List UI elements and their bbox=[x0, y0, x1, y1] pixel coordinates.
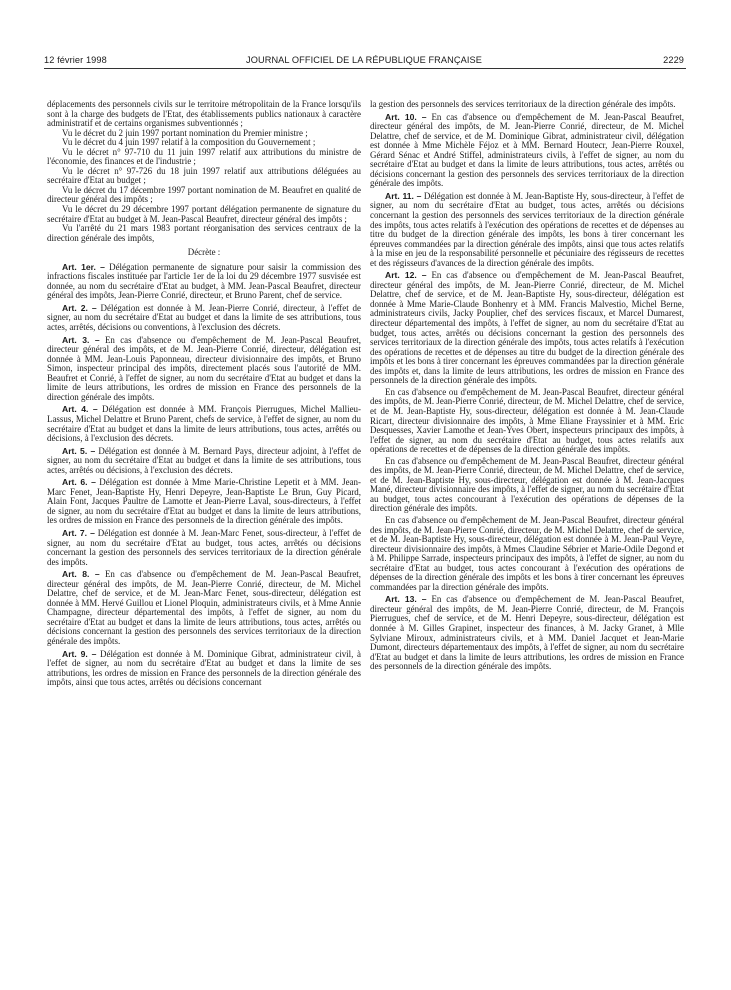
paragraph: Vu le décret n° 97-726 du 18 juin 1997 relatif aux attributions déléguées au secrétaire d'Etat au budget ; bbox=[47, 165, 361, 186]
article-text: Délégation est donnée à Mme Marie-Christine Lepetit et à MM. Jean-Marc Fenet, Jean-Baptiste Hy, Henri Depeyre, Jean-Baptiste Le Brun, Guy Picard, Alain Font, Jacques Paultre de Lamotte et Jean-Pierre Laval, sous-directeurs, à l'effet de signer, au nom du secrétaire d'Etat au budget et dans la limite de leurs attributions, les ordres de mission en France des personnels de la direction générale des impôts. bbox=[47, 477, 361, 526]
right-column bbox=[370, 100, 684, 982]
article-label: Art. 10. – bbox=[385, 111, 427, 122]
article-text: Délégation est donnée à M. Jean-Baptiste Hy, sous-directeur, à l'effet de signer, au nom du secrétaire d'Etat au budget, tous actes, arrêtés ou décisions concernant la gestion des personnels des services territoriaux de la direction générale des impôts, tous actes relatifs à l'exécution des opérations de recettes et de dépenses au titre du budget de la direction générale des impôts, les bons à tirer concernant les épreuves commandées par la direction générale des impôts, ainsi que tous actes relatifs à la mise en jeu de la responsabilité personnelle et pécuniaire des régisseurs de recettes et des régisseurs d'avances de la direction générale des impôts. bbox=[370, 190, 684, 268]
paragraph: Vu le décret n° 97-710 du 11 juin 1997 relatif aux attributions du ministre de l'économie, des finances et de l'industrie ; bbox=[47, 146, 361, 167]
paragraph: la gestion des personnels des services territoriaux de la direction générale des impôts. bbox=[370, 100, 676, 109]
paragraph: Vu le décret du 17 décembre 1997 portant nomination de M. Beaufret en qualité de directeur général des impôts ; bbox=[47, 184, 361, 205]
article-11 bbox=[370, 192, 684, 268]
paragraph: En cas d'absence ou d'empêchement de M. Jean-Pascal Beaufret, directeur général des impôts, de M. Jean-Pierre Conrié, directeur, de M. Michel Delattre, chef de service, et de M. Jean-Baptiste Hy, sous-directeur, délégation est donnée à M. Jean-Paul Veyre, directeur divisionnaire des impôts, à Mmes Claudine Sébrier et Marie-Odile Degond et à M. Philippe Sarrade, inspecteurs principaux des impôts, à l'effet de signer, au nom du secrétaire d'Etat au budget, tous actes concourant à l'exécution des opérations de dépenses de la direction générale des impôts et les bons à tirer concernant les épreuves commandées par la direction générale des impôts. bbox=[370, 514, 684, 592]
article-label: Art. 7. – bbox=[62, 527, 95, 538]
paragraph: déplacements des personnels civils sur le territoire métropolitain de la France lorsqu'ils sont à la charge des budgets de l'Etat, des établissements publics nationaux à caractère administratif et de certains organismes subventionnés ; bbox=[47, 100, 361, 129]
paragraph: Vu le décret du 2 juin 1997 portant nomination du Premier ministre ; bbox=[62, 127, 308, 138]
article-text: Délégation est donnée à M. Jean-Pierre Conrié, directeur, à l'effet de signer, au nom du secrétaire d'Etat au budget et dans la limite de ses attributions, tous actes, arrêtés, décisions ou conventions, à l'exclusion des décrets. bbox=[47, 302, 361, 333]
article-label: Art. 11. – bbox=[385, 190, 422, 201]
article-label: Art. 8. – bbox=[62, 569, 100, 580]
article-text: En cas d'absence ou d'empêchement de M. Jean-Pascal Beaufret, directeur général des impôts, de M. Jean-Pierre Conrié, directeur, de M. Michel Delattre, chef de service, et de M. Dominique Gibrat, administrateur civil, délégation est donnée à Mme Michèle Féjoz et à MM. Bernard Houtecr, Jean-Pierre Rouxel, Gérard Sénac et André Stiffel, administrateurs civils, à l'effet de signer, au nom du secrétaire d'Etat au budget et dans la limite de leurs attributions, tous actes, arrêtés ou décisions concernant la gestion des personnels des services territoriaux de la direction générale des impôts. bbox=[370, 111, 684, 189]
article-label: Art. 5. – bbox=[62, 445, 96, 456]
article-label: Art. 9. – bbox=[62, 648, 97, 659]
header-rule bbox=[44, 68, 686, 69]
article-text: Délégation permanente de signature pour saisir la commission des infractions fiscales instituée par l'article 1er de la loi du 29 décembre 1977 susvisée est donnée, au nom du secrétaire d'Etat au budget, à MM. Jean-Pascal Beaufret, directeur général des impôts, Jean-Pierre Conrié, directeur, et Bruno Parent, chef de service. bbox=[47, 261, 361, 301]
article-2 bbox=[47, 304, 361, 333]
paragraph: Vu le décret du 4 juin 1997 relatif à la composition du Gouvernement ; bbox=[62, 137, 316, 148]
article-4 bbox=[47, 405, 361, 443]
article-label: Art. 3. – bbox=[62, 334, 100, 345]
header-journal-title: JOURNAL OFFICIEL DE LA RÉPUBLIQUE FRANÇAISE bbox=[246, 55, 482, 65]
article-text: Délégation est donnée à M. Bernard Pays, directeur adjoint, à l'effet de signer, au nom du secrétaire d'Etat au budget et dans la limite de ses attributions, tous actes, arrêtés ou décisions, à l'exclusion des décrets. bbox=[47, 445, 361, 475]
article-text: Délégation est donnée à M. Dominique Gibrat, administrateur civil, à l'effet de signer, au nom du secrétaire d'Etat au budget et dans la limite de ses attributions, les ordres de mission en France des personnels de la direction générale des impôts, ainsi que tous actes, arrêtés ou décisions concernant bbox=[47, 648, 361, 688]
article-12 bbox=[370, 271, 684, 386]
header-page-number: 2229 bbox=[663, 55, 684, 65]
paragraph: Vu l'arrêté du 21 mars 1983 portant réorganisation des services centraux de la direction générale des impôts, bbox=[47, 223, 361, 243]
left-column bbox=[47, 100, 361, 982]
article-1 bbox=[47, 263, 361, 301]
article-text: En cas d'absence ou d'empêchement de M. Jean-Pascal Beaufret, directeur général des impôts, et de M. Jean-Pierre Conrié, directeur, délégation est donnée à MM. Jean-Louis Paponneau, directeur divisionnaire des impôts, et Bruno Simon, inspecteur principal des impôts, directement placés sous l'autorité de MM. Beaufret et Conrié, à l'effet de signer, au nom du secrétaire d'Etat au budget et dans la limite de leurs attributions, les ordres de mission en France des personnels de la direction générale des impôts. bbox=[47, 334, 361, 402]
article-text: En cas d'absence ou d'empêchement de M. Jean-Pascal Beaufret, directeur général des impôts, de M. Jean-Pierre Conrié, directeur, de M. Michel Delattre, chef de service, et de M. Jean-Baptiste Hy, sous-directeur, délégation est donnée à Mme Marie-Claude Bonhenry et à MM. Francis Malvestio, Michel Berne, administrateurs civils, Jacky Pouplier, chef des services fiscaux, et Marcel Dumarest, directeur départemental des impôts, à l'effet de signer, au nom du secrétaire d'Etat au budget, tous actes, arrêtés ou décisions concernant la gestion des personnels des services territoriaux de la direction générale des impôts, tous actes relatifs à l'exécution des opérations de recettes et de dépenses au titre du budget de la direction générale des impôts et les bons à tirer concernant les épreuves commandées par la direction générale des impôts et, dans la limite de leurs attributions, les ordres de mission en France des personnels de la direction générale des impôts. bbox=[370, 270, 684, 386]
article-text: En cas d'absence ou d'empêchement de M. Jean-Pascal Beaufret, directeur général des impôts, de M. Jean-Pierre Conrié, directeur, de M. Michel Delattre, chef de service, et de M. Jean-Marc Fenet, sous-directeur, délégation est donnée à MM. Hervé Guillou et Lionel Ploquin, administrateurs civils, et à Mme Annie Champagne, directeur départemental des impôts, à l'effet de signer, au nom du secrétaire d'Etat au budget et dans la limite de leurs attributions, tous actes, arrêtés ou décisions concernant la gestion des personnels des services territoriaux de la direction générale des impôts. bbox=[47, 569, 361, 646]
page-header bbox=[44, 55, 684, 69]
article-7 bbox=[47, 529, 361, 567]
decrete-heading: Décrète : bbox=[187, 247, 221, 258]
article-label: Art. 1er. – bbox=[62, 261, 105, 272]
article-label: Art. 6. – bbox=[62, 477, 96, 488]
paragraph: Vu le décret du 29 décembre 1997 portant délégation permanente de signature du secrétaire d'Etat au budget à M. Jean-Pascal Beaufret, directeur général des impôts ; bbox=[47, 204, 361, 224]
article-label: Art. 4. – bbox=[62, 404, 98, 415]
article-10 bbox=[370, 113, 684, 189]
article-5 bbox=[47, 447, 361, 476]
article-3 bbox=[47, 336, 361, 403]
article-8 bbox=[47, 570, 361, 646]
article-text: Délégation est donnée à M. Jean-Marc Fenet, sous-directeur, à l'effet de signer, au nom du secrétaire d'Etat au budget, tous actes, arrêtés ou décisions concernant la gestion des personnels des services territoriaux de la direction générale des impôts. bbox=[47, 527, 361, 567]
article-9 bbox=[47, 650, 361, 688]
article-label: Art. 12. – bbox=[385, 270, 427, 281]
article-text: Délégation est donnée à MM. François Pierrugues, Michel Mallieu-Lassus, Michel Delattre et Bruno Parent, chefs de service, à l'effet de signer, au nom du secrétaire d'Etat au budget et dans la limite de leurs attributions, tous actes, arrêtés ou décisions, à l'exclusion des décrets. bbox=[47, 404, 361, 444]
header-date: 12 février 1998 bbox=[44, 55, 107, 65]
article-6 bbox=[47, 478, 361, 526]
paragraph: En cas d'absence ou d'empêchement de M. Jean-Pascal Beaufret, directeur général des impôts, de M. Jean-Pierre Conrié, directeur, de M. Michel Delattre, chef de service, et de M. Jean-Baptiste Hy, sous-directeur, délégation est donnée à M. Jean-Jacques Mané, directeur divisionnaire des impôts, à l'effet de signer, au nom du secrétaire d'Etat au budget, tous actes concourant à l'exécution des opérations de dépenses de la direction générale des impôts. bbox=[370, 455, 684, 514]
article-label: Art. 13. – bbox=[385, 594, 427, 605]
article-text: En cas d'absence ou d'empêchement de M. Jean-Pascal Beaufret, directeur général des impôts, de M. Jean-Pierre Conrié, directeur, de M. François Pierrugues, chef de service, et de M. Henri Depeyre, sous-directeur, délégation est donnée à M. Gilles Grapinet, inspecteur des finances, à M. Jacky Granet, à Mlle Sylviane Miroux, administrateurs civils, et à MM. Daniel Jacquet et Jean-Marie Dumont, directeurs départementaux des impôts, à l'effet de signer, au nom du secrétaire d'Etat au budget et dans la limite de leurs attributions, les ordres de mission en France des personnels de la direction générale des impôts. bbox=[370, 594, 684, 672]
paragraph: En cas d'absence ou d'empêchement de M. Jean-Pascal Beaufret, directeur général des impôts, de M. Jean-Pierre Conrié, directeur, de M. Michel Delattre, chef de service, et de M. Jean-Baptiste Hy, sous-directeur, délégation est donnée à M. Jean-Claude Ricart, directeur divisionnaire des impôts, à Mme Eliane Frayssinier et à MM. Eric Desquesses, Xavier Lamothe et Jean-Yves Obert, inspecteurs principaux des impôts, à l'effet de signer, au nom du secrétaire d'Etat au budget, tous actes relatifs aux opérations de recettes et de dépenses de la direction générale des impôts. bbox=[370, 386, 684, 455]
article-label: Art. 2. – bbox=[62, 302, 97, 313]
article-13 bbox=[370, 595, 684, 671]
